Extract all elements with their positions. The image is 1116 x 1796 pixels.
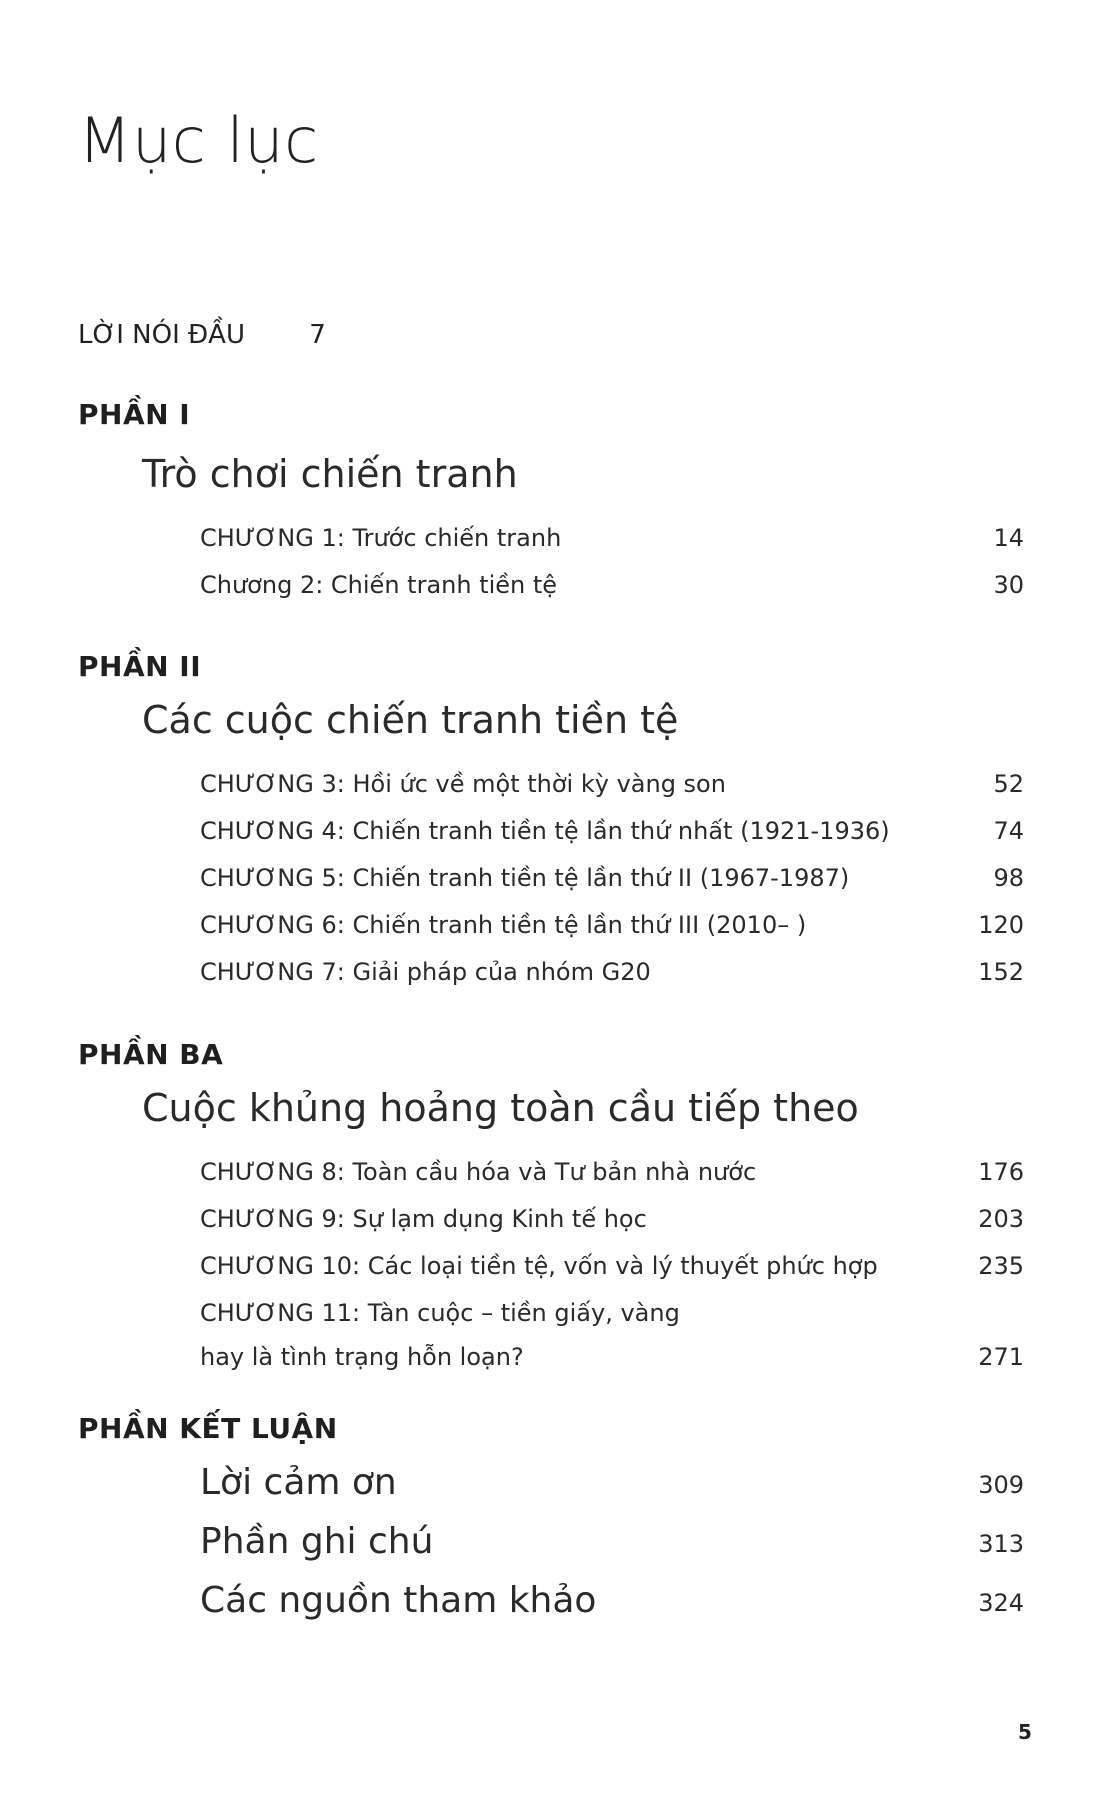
chapter-label: CHƯƠNG 8: Toàn cầu hóa và Tư bản nhà nước [200,1158,757,1186]
entry-notes [200,1521,1024,1562]
chapter-page: 30 [993,571,1024,599]
chapter-8 [200,1158,1024,1186]
part-3-title: Cuộc khủng hoảng toàn cầu tiếp theo [142,1086,859,1130]
chapter-label: CHƯƠNG 1: Trước chiến tranh [200,524,562,552]
page-title: Mục lục [78,104,319,177]
page-number: 5 [1018,1720,1032,1744]
chapter-7 [200,958,1024,986]
entry-page: 309 [978,1471,1024,1499]
chapter-page: 74 [993,817,1024,845]
part-1-title: Trò chơi chiến tranh [142,452,518,496]
chapter-label: CHƯƠNG 10: Các loại tiền tệ, vốn và lý thuyết phức hợp [200,1252,878,1280]
chapter-page: 14 [993,524,1024,552]
chapter-10 [200,1252,1024,1280]
entry-references [200,1580,1024,1621]
chapter-11-line-2 [200,1343,1024,1371]
chapter-label: CHƯƠNG 9: Sự lạm dụng Kinh tế học [200,1205,647,1233]
chapter-page: 176 [978,1158,1024,1186]
chapter-page: 235 [978,1252,1024,1280]
chapter-2 [200,571,1024,599]
preface-label: LỜI NÓI ĐẦU [78,320,245,350]
chapter-3 [200,770,1024,798]
part-2-title: Các cuộc chiến tranh tiền tệ [142,698,679,742]
part-1-label: PHẦN I [78,398,191,431]
chapter-11-line-1 [200,1299,1024,1327]
part-conclusion-label: PHẦN KẾT LUẬN [78,1412,338,1445]
chapter-page: 152 [978,958,1024,986]
entry-page: 324 [978,1589,1024,1617]
entry-label: Các nguồn tham khảo [200,1580,597,1621]
chapter-label: CHƯƠNG 3: Hồi ức về một thời kỳ vàng son [200,770,726,798]
chapter-page: 203 [978,1205,1024,1233]
chapter-5 [200,864,1024,892]
preface-entry [78,320,326,350]
chapter-1 [200,524,1024,552]
chapter-label: CHƯƠNG 7: Giải pháp của nhóm G20 [200,958,651,986]
chapter-label: CHƯƠNG 6: Chiến tranh tiền tệ lần thứ III (2010– ) [200,911,807,939]
entry-page: 313 [978,1530,1024,1558]
entry-label: Lời cảm ơn [200,1462,397,1503]
chapter-4 [200,817,1024,845]
part-3-label: PHẦN BA [78,1038,224,1071]
entry-acknowledgements [200,1462,1024,1503]
chapter-label: Chương 2: Chiến tranh tiền tệ [200,571,558,599]
chapter-page: 52 [993,770,1024,798]
chapter-label-continued: hay là tình trạng hỗn loạn? [200,1343,524,1371]
preface-page: 7 [309,320,326,350]
chapter-label: CHƯƠNG 11: Tàn cuộc – tiền giấy, vàng [200,1299,680,1327]
chapter-6 [200,911,1024,939]
chapter-page: 120 [978,911,1024,939]
chapter-page: 98 [993,864,1024,892]
entry-label: Phần ghi chú [200,1521,434,1562]
chapter-page: 271 [978,1343,1024,1371]
part-2-label: PHẦN II [78,650,202,683]
chapter-label: CHƯƠNG 4: Chiến tranh tiền tệ lần thứ nhất (1921-1936) [200,817,890,845]
chapter-label: CHƯƠNG 5: Chiến tranh tiền tệ lần thứ II (1967-1987) [200,864,850,892]
chapter-9 [200,1205,1024,1233]
